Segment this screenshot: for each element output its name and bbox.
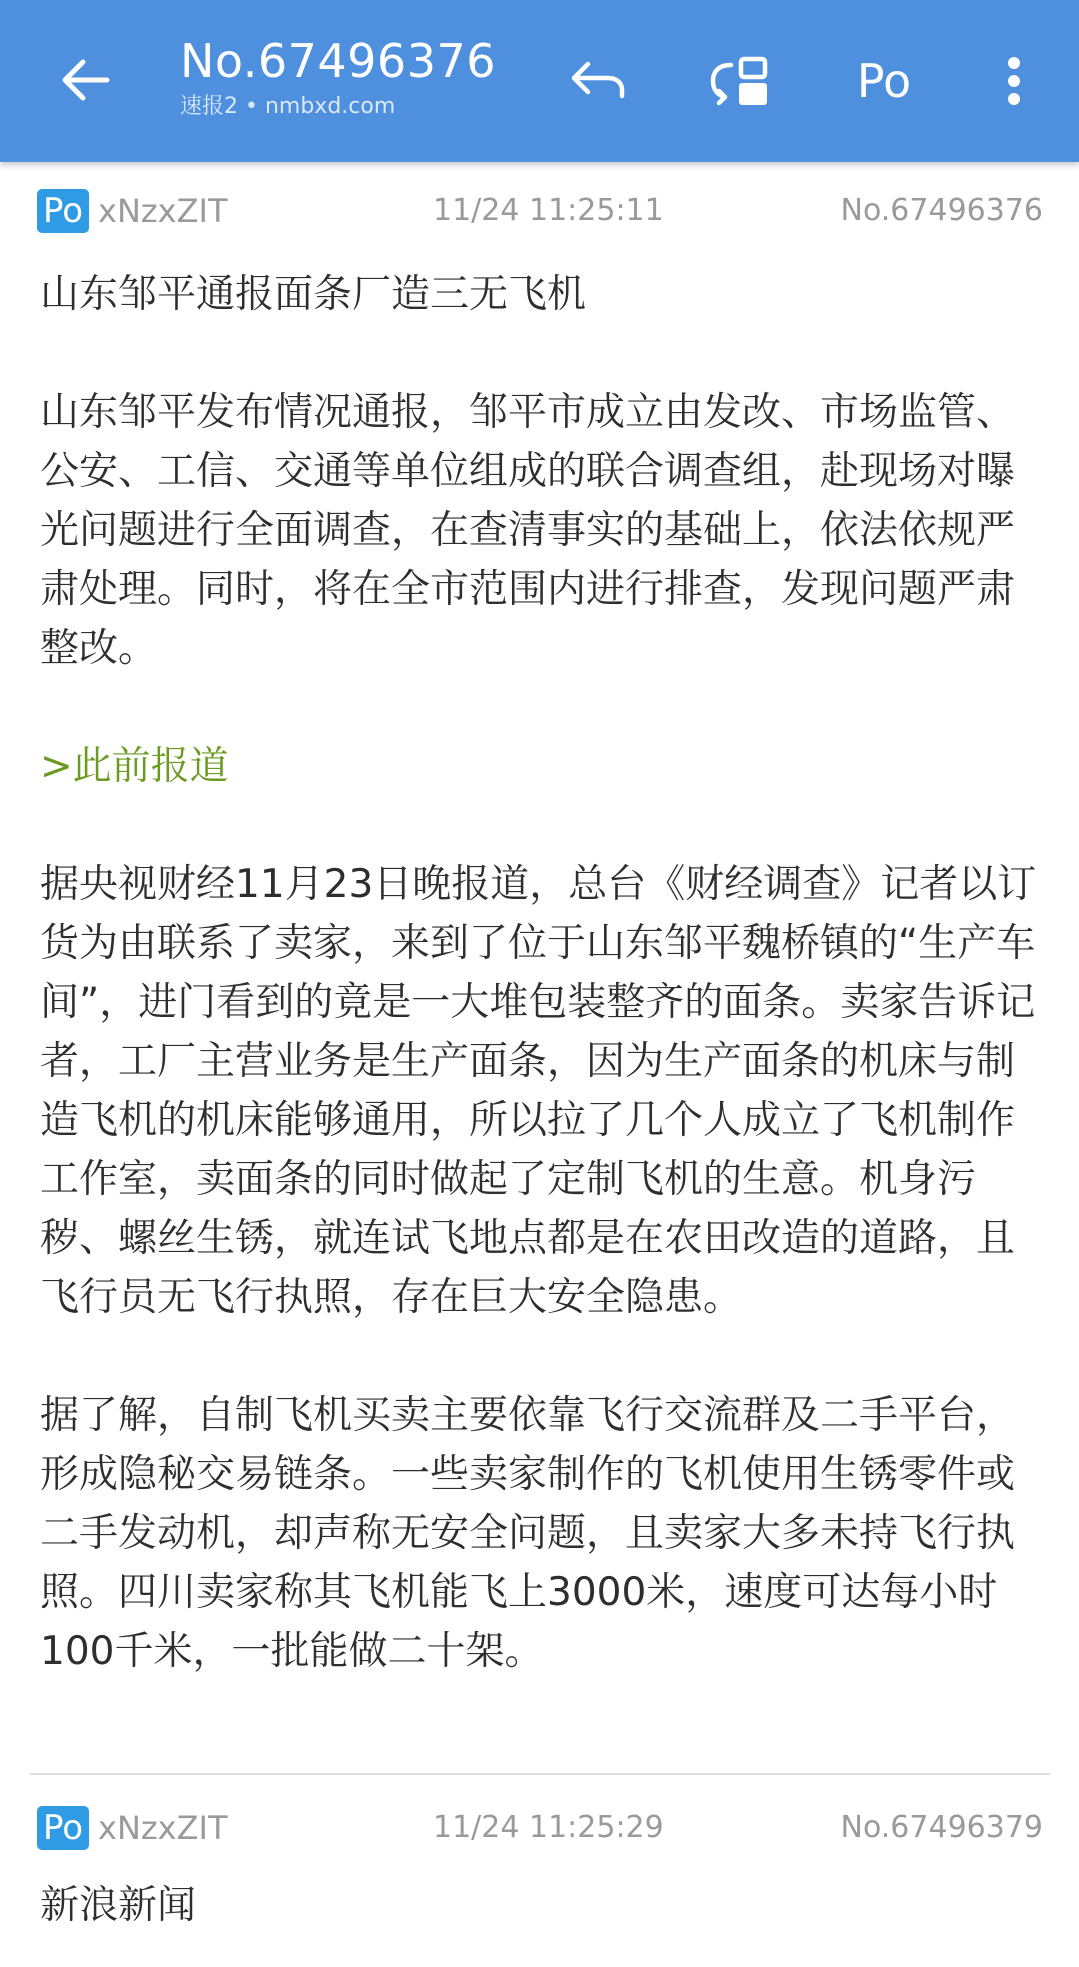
back-button[interactable] — [50, 45, 120, 115]
reply-button[interactable] — [562, 45, 634, 117]
post-paragraph: 据央视财经11月23日晚报道，总台《财经调查》记者以订货为由联系了卖家，来到了位于山东邹平魏桥镇的“生产车间”，进门看到的竟是一大堆包装整齐的面条。卖家告诉记者，工厂主营业务是生产面条，因为生产面条的机床与制造飞机的机床能够通用，所以拉了几个人成立了飞机制作工作室，卖面条的同时做起了定制飞机的生意。机身污秽、螺丝生锈，就连试飞地点都是在农田改造的道路，且飞行员无飞行执照，存在巨大安全隐患。 — [40, 862, 1037, 1320]
thread-subtitle: 速报2 • nmbxd.com — [180, 94, 396, 119]
post-content — [40, 1876, 1040, 1935]
blank-line — [40, 324, 1040, 383]
post-author[interactable]: xNzxZIT — [98, 192, 228, 230]
post-time: 11/24 11:25:29 — [433, 1810, 664, 1845]
post-content — [40, 265, 1040, 1681]
blank-line — [40, 796, 1040, 855]
post-number[interactable]: No.67496379 — [840, 1810, 1043, 1845]
blank-line — [40, 678, 1040, 737]
po-badge: Po — [37, 189, 89, 233]
blank-line — [40, 1327, 1040, 1386]
post-header — [0, 1801, 1079, 1861]
post-item[interactable] — [0, 184, 1079, 244]
post-author[interactable]: xNzxZIT — [98, 1809, 228, 1847]
post-title-line: 新浪新闻 — [40, 1883, 197, 1928]
post-divider — [30, 1773, 1050, 1775]
app-bar — [0, 0, 1079, 162]
switch-view-icon — [707, 53, 773, 109]
more-menu-button[interactable] — [978, 45, 1050, 117]
quote-link[interactable]: >此前报道 — [40, 744, 229, 789]
post-time: 11/24 11:25:11 — [433, 193, 664, 228]
post-paragraph: 山东邹平发布情况通报，邹平市成立由发改、市场监管、公安、工信、交通等单位组成的联合调查组，赴现场对曝光问题进行全面调查，在查清事实的基础上，依法依规严肃处理。同时，将在全市范围内进行排查，发现问题严肃整改。 — [40, 390, 1016, 671]
arrow-back-icon — [57, 52, 113, 108]
po-badge: Po — [37, 1806, 89, 1850]
more-vert-icon — [1004, 53, 1024, 109]
post-item[interactable] — [0, 1801, 1079, 1861]
title-block — [180, 30, 520, 122]
thread-title: No.67496376 — [180, 34, 496, 88]
po-only-button[interactable]: Po — [856, 54, 912, 108]
switch-view-button[interactable] — [704, 45, 776, 117]
post-number[interactable]: No.67496376 — [840, 193, 1043, 228]
post-header — [0, 184, 1079, 244]
post-title-line: 山东邹平通报面条厂造三无飞机 — [40, 272, 587, 317]
post-paragraph: 据了解，自制飞机买卖主要依靠飞行交流群及二手平台，形成隐秘交易链条。一些卖家制作的飞机使用生锈零件或二手发动机，却声称无安全问题，且卖家大多未持飞行执照。四川卖家称其飞机能飞上3000米，速度可达每小时100千米，一批能做二十架。 — [40, 1393, 1016, 1674]
reply-icon — [568, 56, 628, 106]
